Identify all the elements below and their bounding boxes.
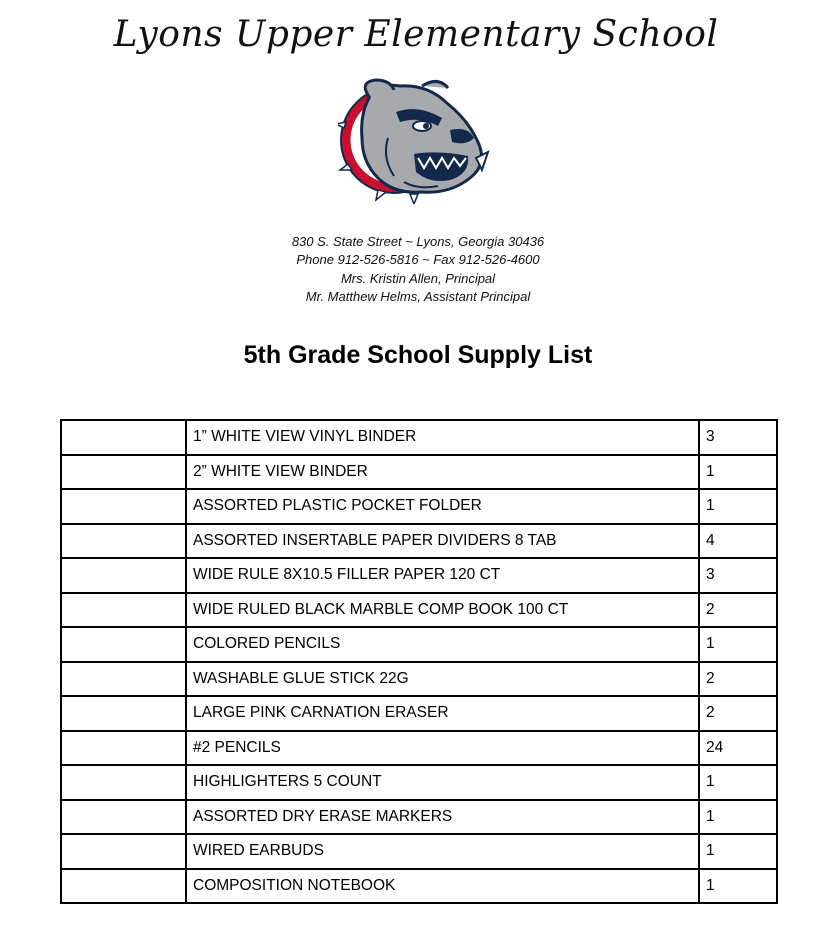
blank-cell [61, 834, 186, 869]
supply-item: WIDE RULED BLACK MARBLE COMP BOOK 100 CT [186, 593, 699, 628]
supply-quantity: 2 [699, 593, 777, 628]
supply-quantity: 1 [699, 834, 777, 869]
supply-quantity: 1 [699, 489, 777, 524]
supply-item: HIGHLIGHTERS 5 COUNT [186, 765, 699, 800]
supply-quantity: 1 [699, 869, 777, 904]
supply-quantity: 2 [699, 696, 777, 731]
blank-cell [61, 662, 186, 697]
supply-quantity: 1 [699, 455, 777, 490]
supply-item: WIRED EARBUDS [186, 834, 699, 869]
page-title: 5th Grade School Supply List [243, 341, 593, 369]
table-row [61, 696, 777, 731]
phone-fax-line: Phone 912-526-5816 ~ Fax 912-526-4600 [296, 252, 540, 268]
supply-item: COMPOSITION NOTEBOOK [186, 869, 699, 904]
blank-cell [61, 593, 186, 628]
blank-cell [61, 800, 186, 835]
blank-cell [61, 558, 186, 593]
table-row [61, 662, 777, 697]
table-row [61, 869, 777, 904]
table-row [61, 489, 777, 524]
address-line: 830 S. State Street ~ Lyons, Georgia 30436 [291, 234, 545, 249]
assistant-principal-line: Mr. Matthew Helms, Assistant Principal [305, 288, 531, 304]
supply-quantity: 1 [699, 800, 777, 835]
table-row [61, 765, 777, 800]
blank-cell [61, 420, 186, 455]
supply-quantity: 1 [699, 627, 777, 662]
supply-item: 2” WHITE VIEW BINDER [186, 455, 699, 490]
supply-item: 1” WHITE VIEW VINYL BINDER [186, 420, 699, 455]
school-name: Lyons Upper Elementary School [113, 14, 719, 55]
blank-cell [61, 455, 186, 490]
table-row [61, 800, 777, 835]
bulldog-mascot-icon [338, 78, 498, 204]
table-row [61, 593, 777, 628]
school-contact-block [0, 233, 832, 306]
supply-item: LARGE PINK CARNATION ERASER [186, 696, 699, 731]
blank-cell [61, 524, 186, 559]
blank-cell [61, 489, 186, 524]
supply-item: COLORED PENCILS [186, 627, 699, 662]
supply-item: ASSORTED DRY ERASE MARKERS [186, 800, 699, 835]
blank-cell [61, 765, 186, 800]
table-row [61, 420, 777, 455]
supply-quantity: 1 [699, 765, 777, 800]
principal-line: Mrs. Kristin Allen, Principal [340, 270, 496, 286]
supply-quantity: 2 [699, 662, 777, 697]
supply-item: WIDE RULE 8X10.5 FILLER PAPER 120 CT [186, 558, 699, 593]
supply-quantity: 3 [699, 420, 777, 455]
table-row [61, 731, 777, 766]
supply-item: ASSORTED INSERTABLE PAPER DIVIDERS 8 TAB [186, 524, 699, 559]
table-row [61, 558, 777, 593]
blank-cell [61, 696, 186, 731]
supply-quantity: 24 [699, 731, 777, 766]
supply-item: #2 PENCILS [186, 731, 699, 766]
table-row [61, 627, 777, 662]
blank-cell [61, 627, 186, 662]
table-row [61, 455, 777, 490]
supply-table [60, 419, 778, 904]
table-row [61, 834, 777, 869]
supply-quantity: 3 [699, 558, 777, 593]
table-row [61, 524, 777, 559]
supply-quantity: 4 [699, 524, 777, 559]
blank-cell [61, 869, 186, 904]
supply-item: ASSORTED PLASTIC POCKET FOLDER [186, 489, 699, 524]
blank-cell [61, 731, 186, 766]
supply-item: WASHABLE GLUE STICK 22G [186, 662, 699, 697]
